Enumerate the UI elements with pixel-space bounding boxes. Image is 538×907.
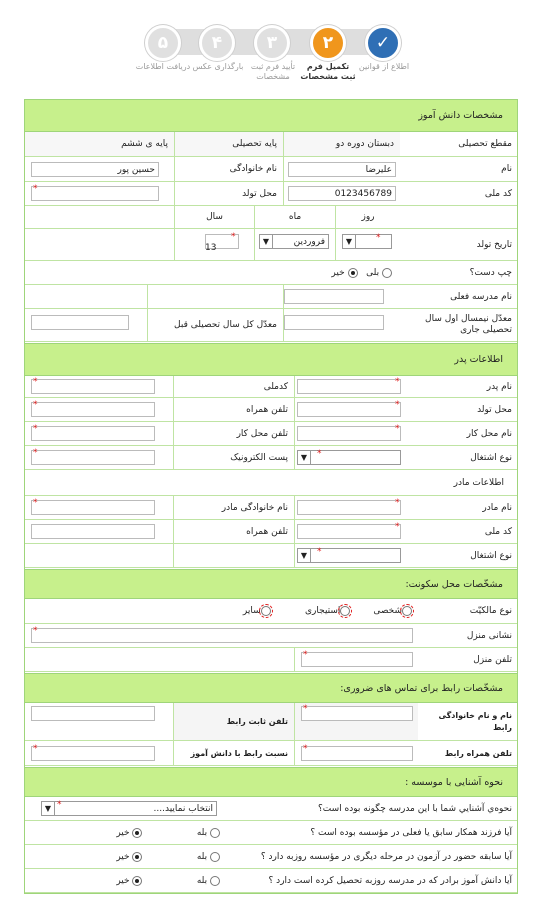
required-mark: * xyxy=(33,377,38,387)
required-mark: * xyxy=(317,547,322,557)
contact-mobile-cell xyxy=(294,741,418,765)
father-nid-input[interactable] xyxy=(31,379,155,394)
table-row xyxy=(24,520,518,544)
q4-no-label: خیر xyxy=(116,875,130,886)
father-nid-label: کدملی xyxy=(173,376,294,397)
step-5-number: ۵ xyxy=(157,33,169,53)
dob-label: تاریخ تولد xyxy=(476,239,512,250)
day-select[interactable] xyxy=(342,234,392,249)
blank-cell xyxy=(24,206,174,228)
required-mark: * xyxy=(33,424,38,434)
blank-cell xyxy=(24,648,294,671)
mother-nid-input[interactable] xyxy=(297,524,401,539)
prev-avg-cell xyxy=(24,309,147,341)
father-birthplace-label: محل تولد xyxy=(477,404,512,415)
student-title: مشخصات دانش آموز xyxy=(418,110,503,121)
month-label: ماه xyxy=(254,206,335,228)
avg-label: معدّل نیمسال اول سال تحصیلی جاری xyxy=(425,314,512,335)
required-mark: * xyxy=(33,626,38,636)
step-2-circle xyxy=(310,25,346,61)
father-job-label: نوع اشتغال xyxy=(470,452,512,463)
mother-job-select[interactable] xyxy=(297,548,401,563)
required-mark: * xyxy=(57,800,62,810)
contact-name-input[interactable] xyxy=(301,706,413,721)
mother-name-input[interactable] xyxy=(297,500,401,515)
avg-cell xyxy=(283,309,400,341)
q4-yes-radio[interactable] xyxy=(210,876,220,886)
blank-cell xyxy=(24,544,173,567)
contact-mobile-label: تلفن همراه رابط xyxy=(444,748,512,758)
acq-q1: نحوه‌ي آشنايي شما با این مدرسه چگونه بوده است؟ xyxy=(317,803,512,814)
required-mark: * xyxy=(33,448,38,458)
acq-q3-options xyxy=(24,845,250,868)
q2-no-radio[interactable] xyxy=(132,828,142,838)
nid-input[interactable]: 0123456789 xyxy=(288,186,396,201)
family-cell xyxy=(24,157,174,181)
name-cell xyxy=(283,157,400,181)
father-work-input[interactable] xyxy=(297,426,401,441)
name-input[interactable]: علیرضا xyxy=(288,162,396,177)
required-mark: * xyxy=(395,522,400,532)
home-title: مشخّصات محل سکونت: xyxy=(405,578,503,590)
acq-q3: آیا سابقه حضور در آزمون در مرحله دیگری در مؤسسه روزبه دارد ؟ xyxy=(260,851,512,862)
mother-job-cell xyxy=(294,544,418,567)
contact-fixed-cell xyxy=(24,703,173,740)
step-3-number: ۳ xyxy=(266,33,278,53)
q4-yes-label: بله xyxy=(196,875,208,886)
table-row xyxy=(24,261,518,285)
required-mark: * xyxy=(231,232,236,242)
q3-yes-label: بله xyxy=(196,851,208,862)
father-name-cell xyxy=(294,376,418,397)
step-2-number: ۲ xyxy=(322,33,334,53)
required-mark: * xyxy=(395,400,400,410)
contact-name-cell xyxy=(294,703,418,740)
home-phone-label: تلفن منزل xyxy=(473,654,512,665)
mother-name-label: نام مادر xyxy=(482,502,512,513)
lefthand-options xyxy=(24,261,400,284)
month-select[interactable] xyxy=(259,234,329,249)
progress-steps xyxy=(0,0,538,95)
birthplace-input[interactable] xyxy=(31,186,159,201)
father-birthplace-cell xyxy=(294,398,418,421)
day-label: روز xyxy=(335,206,400,228)
q2-no-label: خیر xyxy=(116,827,130,838)
required-mark: * xyxy=(33,184,38,194)
mother-name-cell xyxy=(294,496,418,519)
own-personal-radio[interactable] xyxy=(402,606,412,616)
step-3-label: تأیید فرم ثبت مشخصات xyxy=(250,62,296,81)
day-cell xyxy=(335,229,400,260)
mother-nid-cell xyxy=(294,520,418,543)
father-work-phone-label: تلفن محل کار xyxy=(173,422,294,445)
contact-fixed-input[interactable] xyxy=(31,706,155,721)
q3-no-radio[interactable] xyxy=(132,852,142,862)
father-birthplace-input[interactable] xyxy=(297,402,401,417)
family-label: نام خانوادگی xyxy=(174,157,283,181)
mother-mobile-input[interactable] xyxy=(31,524,155,539)
table-row xyxy=(24,446,518,470)
acq-q1-cell xyxy=(24,797,250,820)
table-row xyxy=(24,797,518,821)
father-work-phone-cell xyxy=(24,422,173,445)
mother-family-input[interactable] xyxy=(31,500,155,515)
year-cell xyxy=(174,229,254,260)
level-label: مقطع تحصیلی xyxy=(458,139,512,149)
q3-yes-radio[interactable] xyxy=(210,852,220,862)
grade-value: پایه ی ششم xyxy=(24,132,174,156)
step-4-label: بارگذاری عکس xyxy=(192,62,244,71)
father-email-label: پست الکترونیک xyxy=(173,446,294,469)
table-row xyxy=(24,845,518,869)
required-mark: * xyxy=(33,498,38,508)
father-email-cell xyxy=(24,446,173,469)
father-nid-cell xyxy=(24,376,173,397)
contact-title: مشخّصات رابط برای تماس های ضروری: xyxy=(340,682,503,694)
table-row xyxy=(24,703,518,741)
father-job-cell xyxy=(294,446,418,469)
required-mark: * xyxy=(317,449,322,459)
chevron-down-icon: ▼ xyxy=(260,235,273,248)
table-row xyxy=(24,624,518,648)
father-mobile-cell xyxy=(24,398,173,421)
lefthand-no-label: خیر xyxy=(331,267,345,278)
required-mark: * xyxy=(376,233,381,243)
contact-section-header xyxy=(24,673,518,703)
contact-fixed-label: تلفن ثابت رابط xyxy=(173,703,294,740)
mother-mobile-cell xyxy=(24,520,173,543)
table-row xyxy=(24,544,518,568)
father-mobile-label: تلفن همراه xyxy=(173,398,294,421)
chevron-down-icon: ▼ xyxy=(343,235,356,248)
month-cell xyxy=(254,229,335,260)
blank-cell xyxy=(173,544,294,567)
own-other-radio[interactable] xyxy=(261,606,271,616)
father-mobile-input[interactable] xyxy=(31,402,155,417)
lefthand-yes-label: بلی xyxy=(366,267,380,278)
acq-q4: آیا دانش آموز برادر که در مدرسه روزبه تحصیل کرده است دارد ؟ xyxy=(268,875,512,886)
q4-no-radio[interactable] xyxy=(132,876,142,886)
year-label: سال xyxy=(174,206,254,228)
blank-cell xyxy=(24,229,174,260)
blank-cell xyxy=(400,206,518,228)
contact-relation-label: نسبت رابط با دانش آموز xyxy=(173,741,294,765)
year-value: 13 xyxy=(205,243,217,253)
step-1-number: ✓ xyxy=(375,33,391,53)
contact-name-label: نام و نام خانوادگی رابط xyxy=(438,710,512,732)
acq-q2-options xyxy=(24,821,250,844)
required-mark: * xyxy=(395,424,400,434)
school-input[interactable] xyxy=(284,289,384,304)
chevron-down-icon: ▼ xyxy=(42,802,55,815)
father-work-phone-input[interactable] xyxy=(31,426,155,441)
own-rent-radio[interactable] xyxy=(340,606,350,616)
home-phone-input[interactable] xyxy=(301,652,413,667)
father-job-select[interactable] xyxy=(297,450,401,465)
table-row xyxy=(24,182,518,206)
chevron-down-icon: ▼ xyxy=(298,451,311,464)
required-mark: * xyxy=(303,650,308,660)
table-row xyxy=(24,496,518,520)
q2-yes-label: بله xyxy=(196,827,208,838)
own-other-label: سایر xyxy=(242,606,261,616)
mother-mobile-label: تلفن همراه xyxy=(173,520,294,543)
acq-title: نحوه آشنایی با موسسه : xyxy=(405,776,503,788)
father-email-input[interactable] xyxy=(31,450,155,465)
mother-nid-label: کد ملی xyxy=(484,526,512,537)
student-section-header xyxy=(24,99,518,132)
q2-yes-radio[interactable] xyxy=(210,828,220,838)
contact-mobile-input[interactable] xyxy=(301,746,413,761)
father-section-header xyxy=(24,343,518,376)
level-value: دبستان دوره دو xyxy=(283,132,400,156)
table-row xyxy=(24,285,518,309)
home-phone-cell xyxy=(294,648,418,671)
nid-cell xyxy=(283,182,400,205)
ownership-options xyxy=(24,599,418,623)
blank-cell xyxy=(24,285,147,308)
required-mark: * xyxy=(395,498,400,508)
lefthand-label: چپ دست؟ xyxy=(469,267,512,278)
step-1-label: اطلاع از قوانین xyxy=(358,62,410,71)
blank-cell xyxy=(147,285,283,308)
table-row xyxy=(24,157,518,182)
q3-no-label: خیر xyxy=(116,851,130,862)
table-row xyxy=(24,206,518,229)
acq-section-header xyxy=(24,767,518,797)
required-mark: * xyxy=(33,744,38,754)
school-label: نام مدرسه فعلی xyxy=(450,291,512,302)
prev-avg-input[interactable] xyxy=(31,315,129,330)
table-row xyxy=(24,376,518,398)
avg-input[interactable] xyxy=(284,315,384,330)
table-row xyxy=(24,309,518,342)
required-mark: * xyxy=(303,704,308,714)
table-row xyxy=(24,869,518,893)
grade-label: پایه تحصیلی xyxy=(174,132,283,156)
table-row xyxy=(24,422,518,446)
father-work-cell xyxy=(294,422,418,445)
acq-select-value: انتخاب نمایید.... xyxy=(153,803,213,814)
home-section-header xyxy=(24,569,518,599)
step-1-check-icon xyxy=(365,25,401,61)
address-cell xyxy=(24,624,418,647)
mother-family-label: نام خانوادگی مادر xyxy=(173,496,294,519)
lefthand-no-radio[interactable] xyxy=(348,268,358,278)
acq-select[interactable] xyxy=(41,801,217,816)
step-4-circle xyxy=(199,25,235,61)
table-row xyxy=(24,648,518,672)
mother-section-header xyxy=(24,470,518,496)
own-rent-label: استیجاری xyxy=(305,606,341,616)
step-3-circle xyxy=(254,25,290,61)
table-row xyxy=(24,132,518,157)
contact-relation-cell xyxy=(24,741,173,765)
table-row xyxy=(24,229,518,261)
step-4-number: ۴ xyxy=(211,33,223,53)
required-mark: * xyxy=(33,400,38,410)
father-work-label: نام محل کار xyxy=(466,428,512,439)
father-title: اطلاعات پدر xyxy=(454,354,503,365)
birthplace-label: محل تولد xyxy=(174,182,283,205)
name-label: نام xyxy=(501,164,512,174)
address-input[interactable] xyxy=(31,628,413,643)
mother-family-cell xyxy=(24,496,173,519)
step-5-label: دریافت اطلاعات xyxy=(135,62,191,71)
acq-q2: آیا فرزند همکار سابق یا فعلی در مؤسسه بوده است ؟ xyxy=(310,827,512,838)
acq-q4-options xyxy=(24,869,250,892)
father-name-input[interactable] xyxy=(297,379,401,394)
address-label: نشانی منزل xyxy=(466,630,512,641)
required-mark: * xyxy=(303,744,308,754)
mother-title: اطلاعات مادر xyxy=(453,477,504,488)
required-mark: * xyxy=(395,377,400,387)
family-input[interactable]: حسین پور xyxy=(31,162,159,177)
contact-relation-input[interactable] xyxy=(31,746,155,761)
own-personal-label: شخصی xyxy=(373,606,402,616)
father-name-label: نام پدر xyxy=(486,381,512,392)
month-value: فروردین xyxy=(293,236,325,247)
table-row xyxy=(24,599,518,624)
table-row xyxy=(24,821,518,845)
nid-label: کد ملی xyxy=(484,188,512,199)
school-cell xyxy=(283,285,400,308)
step-2-label: تکمیل فرم ثبت مشخصات xyxy=(300,62,356,81)
ownership-label: نوع مالکیّت xyxy=(469,606,512,616)
prev-avg-label: معدّل کل سال تحصیلی قبل xyxy=(147,309,283,341)
table-row xyxy=(24,398,518,422)
lefthand-yes-radio[interactable] xyxy=(382,268,392,278)
birthplace-cell xyxy=(24,182,174,205)
step-5-circle xyxy=(145,25,181,61)
mother-job-label: نوع اشتغال xyxy=(470,550,512,561)
table-row xyxy=(24,741,518,766)
chevron-down-icon: ▼ xyxy=(298,549,311,562)
